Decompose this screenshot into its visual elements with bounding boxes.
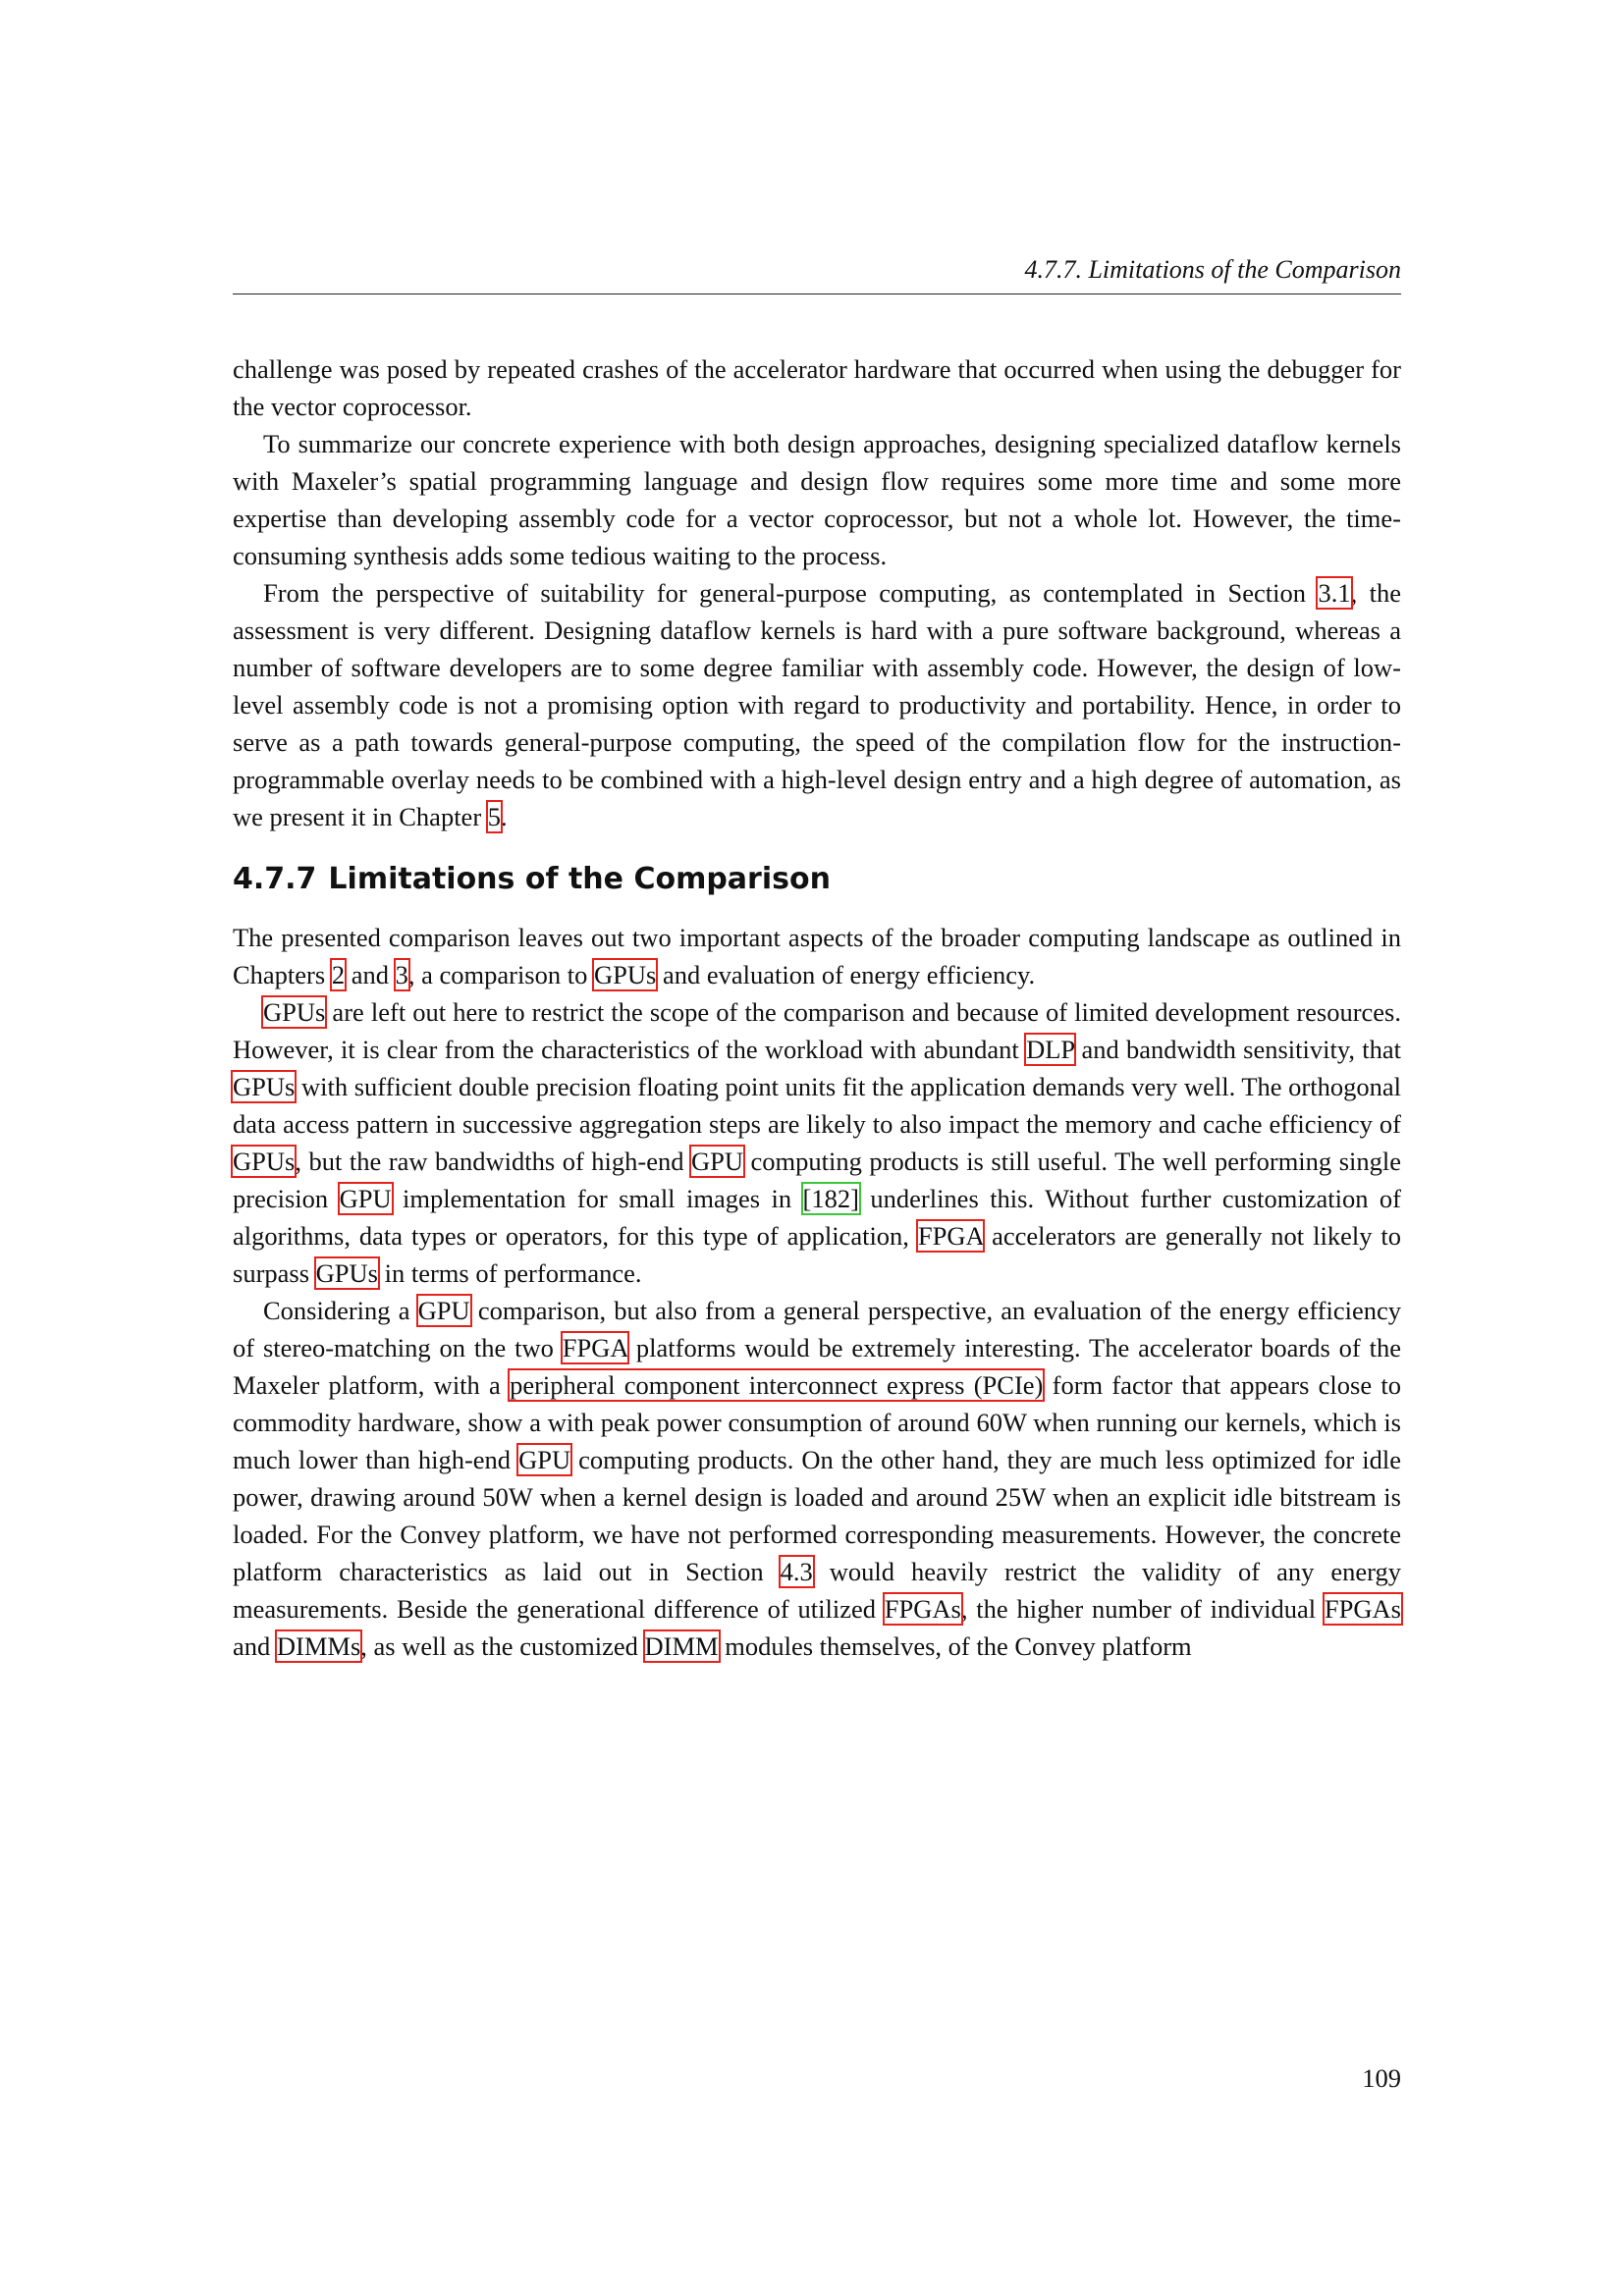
page-number: 109 — [1362, 2063, 1401, 2093]
acronym-link[interactable]: GPU — [691, 1147, 744, 1176]
text-span: , the assessment is very different. Designing dataflow kernels is hard with a pure software background, whereas a number of software developers are to some degree familiar with assembly code. However, the design of low-level assembly code is not a promising option with regard to productivity and portability. Hence, in order to serve as a path towards general-purpose computing, the speed of the compilation flow for the instruction-programmable overlay needs to be combined with a high-level design entry and a high degree of automation, as we present it in Chapter — [233, 578, 1402, 831]
text-span: To summarize our concrete experience with both design approaches, designing specialized dataflow kernels with Maxeler’s spatial programming language and design flow requires some more time and some more expertise than developing assembly code for a vector coprocessor, but not a whole lot. However, the time-consuming synthesis adds some tedious waiting to the process. — [233, 429, 1401, 570]
acronym-link[interactable]: GPU — [339, 1184, 392, 1213]
section-number: 4.7.7 — [233, 862, 317, 896]
paragraph-3 — [233, 574, 1401, 835]
acronym-link[interactable]: FPGAs — [1324, 1594, 1401, 1624]
text-span: and evaluation of energy efficiency. — [656, 960, 1036, 989]
text-span: . — [501, 802, 508, 831]
acronym-link[interactable]: DLP — [1026, 1035, 1075, 1064]
section-ref-link[interactable]: 4.3 — [780, 1557, 813, 1586]
chapter-ref-link[interactable]: 2 — [331, 960, 346, 989]
text-span: , the higher number of individual — [960, 1594, 1325, 1624]
paragraph-4 — [233, 919, 1401, 993]
chapter-ref-link[interactable]: 3 — [395, 960, 408, 989]
acronym-link[interactable]: GPU — [417, 1296, 470, 1325]
text-span: , but the raw bandwidths of high-end — [295, 1147, 692, 1176]
text-span: , as well as the customized — [360, 1631, 645, 1661]
paragraph-2 — [233, 425, 1401, 574]
section-ref-link[interactable]: 3.1 — [1318, 578, 1351, 608]
text-span: The presented comparison leaves out two important aspects of the broader computing landscape as outlined in Chapters — [233, 923, 1401, 989]
text-span: challenge was posed by repeated crashes of the accelerator hardware that occurred when using the debugger for the vector coprocessor. — [233, 354, 1401, 421]
acronym-link[interactable]: GPUs — [263, 997, 326, 1027]
text-span: comparison, but also from a general perspective, an evaluation of the energy efficiency of stereo-matching on the two — [233, 1296, 1401, 1362]
chapter-ref-link[interactable]: 5 — [487, 802, 502, 831]
text-span: From the perspective of suitability for general-purpose computing, as contemplated in Section — [263, 578, 1319, 608]
text-span: implementation for small images in — [391, 1184, 803, 1213]
text-span: with sufficient double precision floating point units fit the application demands very well. The orthogonal data access pattern in successive aggregation steps are likely to also impact the memory and cache efficiency of — [233, 1072, 1401, 1139]
paragraph-5 — [233, 993, 1401, 1292]
acronym-link[interactable]: GPUs — [593, 960, 657, 989]
text-span: and bandwidth sensitivity, that — [1074, 1035, 1401, 1064]
acronym-link[interactable]: DIMM — [644, 1631, 719, 1661]
paragraph-1 — [233, 350, 1401, 425]
section-heading — [233, 860, 1401, 899]
text-span: accelerators are generally not likely to surpass — [233, 1221, 1401, 1288]
acronym-link[interactable]: GPUs — [233, 1072, 296, 1101]
text-span: form factor that appears close to commodity hardware, show a with peak power consumption of around 60W when running our kernels, which is much lower than high-end — [233, 1370, 1401, 1474]
acronym-link[interactable]: FPGAs — [884, 1594, 961, 1624]
text-span: would heavily restrict the validity of any energy measurements. Beside the generational difference of utilized — [233, 1557, 1401, 1624]
body-text — [233, 350, 1401, 1665]
acronym-link[interactable]: GPUs — [315, 1258, 378, 1288]
running-header: 4.7.7. Limitations of the Comparison — [1024, 255, 1401, 284]
text-span: , a comparison to — [407, 960, 594, 989]
citation-link[interactable]: [182] — [802, 1184, 859, 1213]
acronym-link[interactable]: GPUs — [233, 1147, 296, 1176]
text-span: platforms would be extremely interesting. The accelerator boards of the Maxeler platform, with a — [233, 1333, 1401, 1400]
acronym-link[interactable]: DIMMs — [276, 1631, 361, 1661]
acronym-link[interactable]: FPGA — [917, 1221, 984, 1251]
section-title: Limitations of the Comparison — [328, 862, 831, 896]
text-span: computing products. On the other hand, they are much less optimized for idle power, drawing around 50W when a kernel design is loaded and around 25W when an explicit idle bitstream is loaded. For the Convey platform, we have not performed corresponding measurements. However, the concrete platform characteristics as laid out in Section — [233, 1445, 1401, 1586]
text-span: Considering a — [263, 1296, 418, 1325]
acronym-link[interactable]: GPU — [518, 1445, 571, 1474]
text-span: modules themselves, of the Convey platform — [718, 1631, 1192, 1661]
text-span: are left out here to restrict the scope of the comparison and because of limited development resources. However, it is clear from the characteristics of the workload with abundant — [233, 997, 1401, 1064]
text-span: and — [345, 960, 396, 989]
text-span: and — [233, 1631, 277, 1661]
acronym-link[interactable]: peripheral component interconnect express (PCIe) — [510, 1370, 1044, 1400]
text-span: computing products is still useful. The well performing single precision — [233, 1147, 1401, 1213]
paragraph-6 — [233, 1292, 1401, 1665]
text-span: underlines this. Without further customization of algorithms, data types or operators, for this type of application, — [233, 1184, 1401, 1251]
acronym-link[interactable]: FPGA — [562, 1333, 628, 1362]
text-span: in terms of performance. — [377, 1258, 642, 1288]
